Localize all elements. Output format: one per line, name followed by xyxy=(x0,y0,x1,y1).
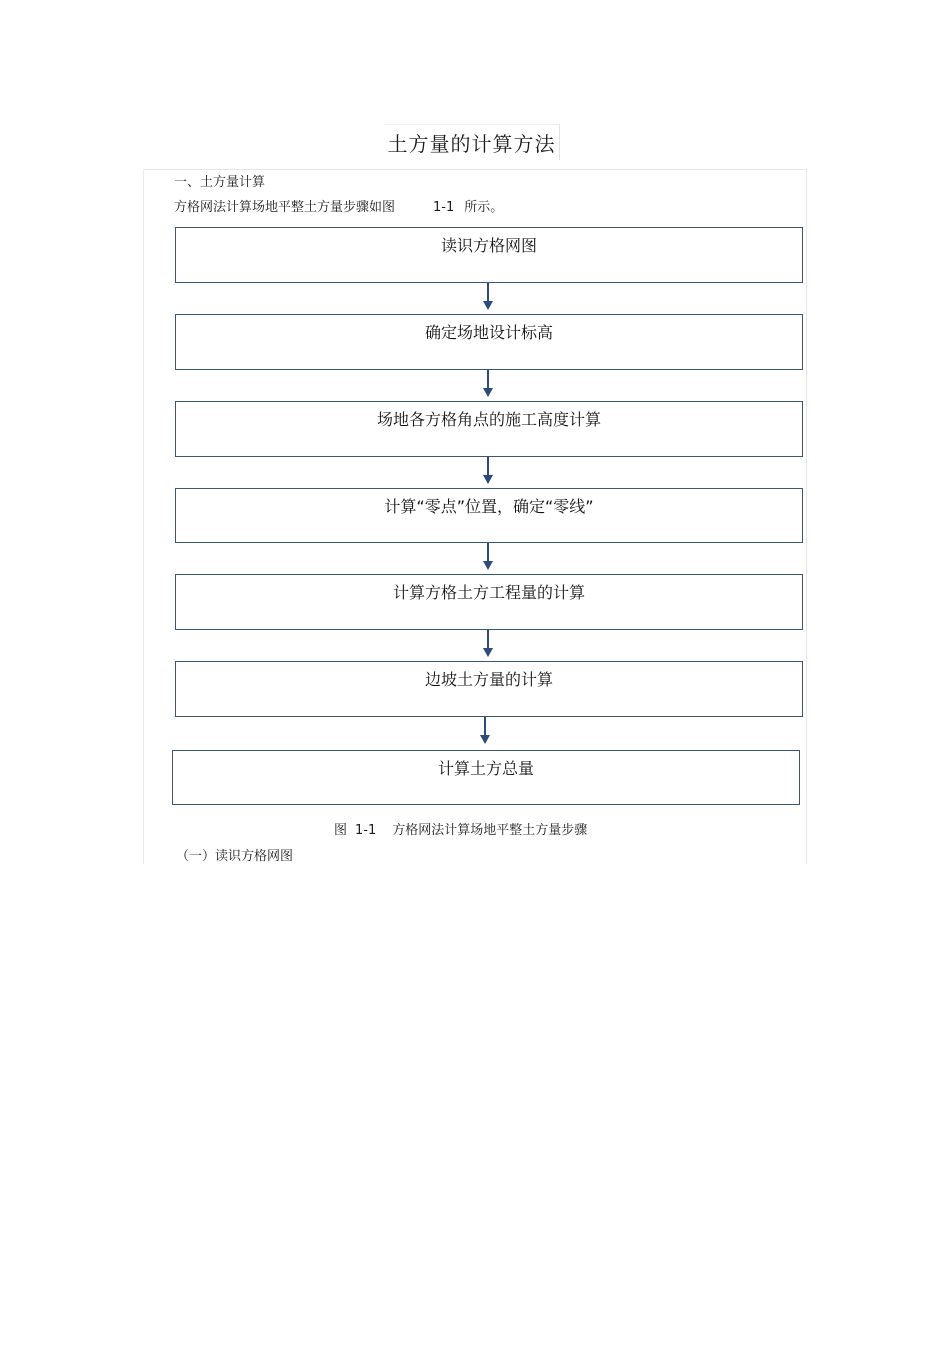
intro-text: 方格网法计算场地平整土方量步骤如图 xyxy=(174,200,396,215)
subsection-heading: （一）读识方格网图 xyxy=(176,849,294,864)
flow-step-label: 边坡土方量的计算 xyxy=(424,670,553,689)
arrow-down-icon xyxy=(479,717,491,745)
flowchart xyxy=(172,222,808,814)
flow-step-label: 计算“零点”位置，确定“零线” xyxy=(384,497,594,516)
flow-step-label: 计算土方总量 xyxy=(437,759,534,778)
flow-step-label: 确定场地设计标高 xyxy=(424,323,553,342)
arrow-down-icon xyxy=(482,370,494,398)
arrow-down-icon xyxy=(482,457,494,485)
figure-caption xyxy=(334,819,587,838)
intro-figure-ref: 1-1 xyxy=(433,200,455,215)
arrow-down-icon xyxy=(482,630,494,658)
arrow-down-icon xyxy=(482,543,494,571)
flow-step-label: 场地各方格角点的施工高度计算 xyxy=(376,410,601,429)
flow-step-label: 计算方格土方工程量的计算 xyxy=(392,583,585,602)
caption-number: 1-1 xyxy=(355,823,377,838)
flow-step-4 xyxy=(175,488,803,543)
flow-step-6 xyxy=(175,661,803,717)
flow-step-1 xyxy=(175,227,803,283)
section-heading: 一、土方量计算 xyxy=(174,175,266,190)
flow-step-label: 读识方格网图 xyxy=(440,236,537,255)
intro-suffix: 所示。 xyxy=(464,200,504,215)
flow-step-3 xyxy=(175,401,803,457)
arrow-down-icon xyxy=(482,283,494,311)
intro-paragraph xyxy=(174,196,503,215)
caption-prefix: 图 xyxy=(334,823,348,838)
document-title-text: 土方量的计算方法 xyxy=(387,132,556,156)
flow-step-5 xyxy=(175,574,803,630)
document-title xyxy=(384,124,560,160)
flow-step-2 xyxy=(175,314,803,370)
caption-text: 方格网法计算场地平整土方量步骤 xyxy=(392,823,588,838)
flow-step-7 xyxy=(172,750,800,805)
